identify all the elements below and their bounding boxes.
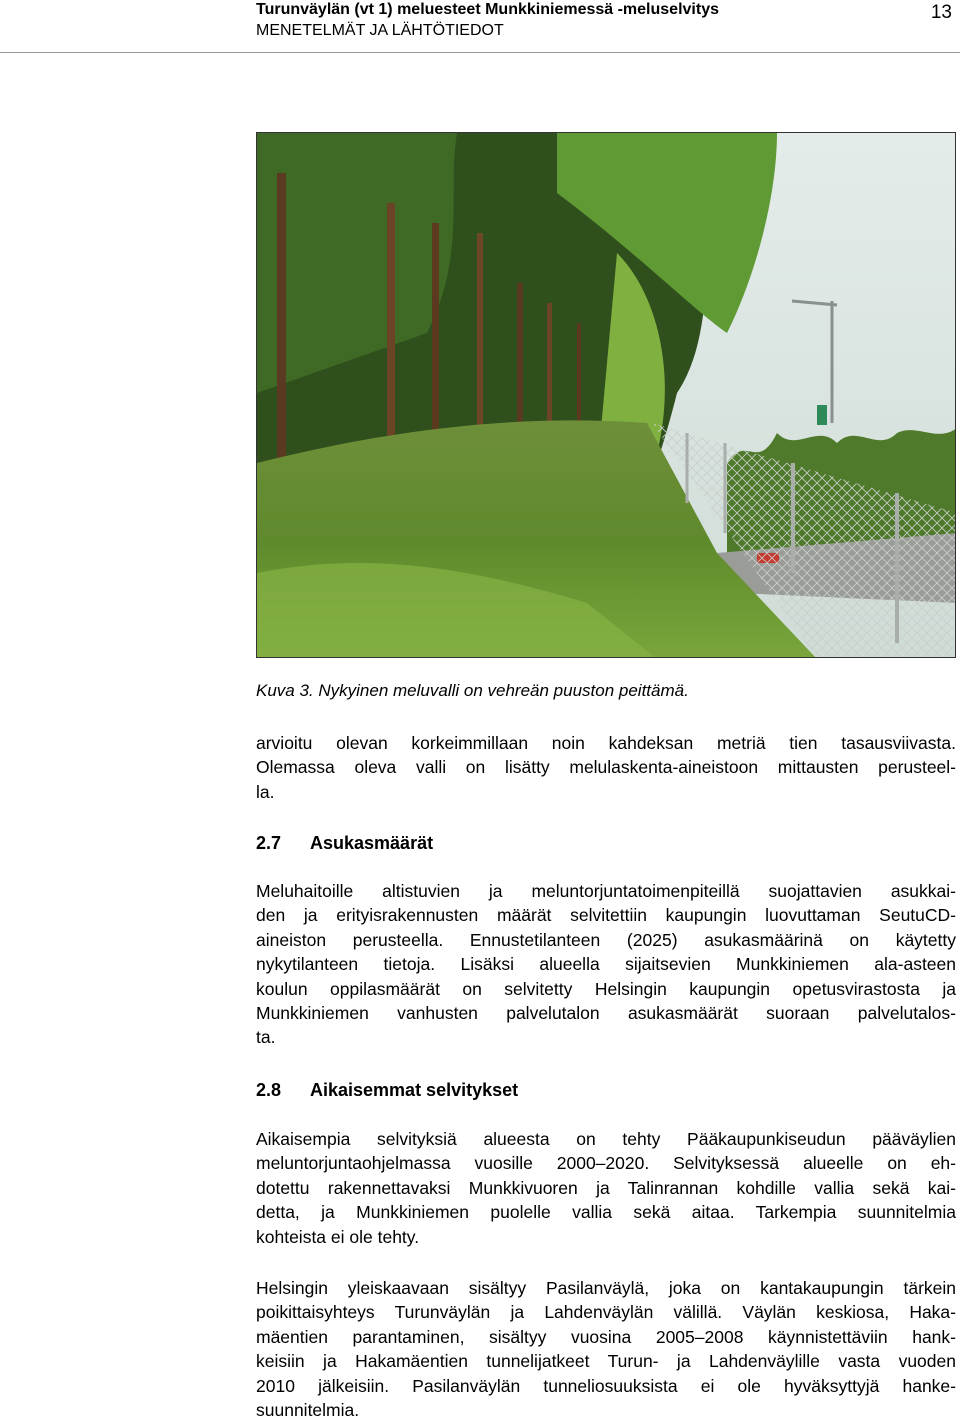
text-line: Olemassa oleva valli on lisätty melulaskenta-aineistoon mittausten perusteel-	[256, 757, 956, 778]
text-line: arvioitu olevan korkeimmillaan noin kahdeksan metriä tien tasausviivasta.	[256, 733, 956, 753]
text-line: poikittaisyhteys Turunväylän ja Lahdenväylän välillä. Väylän keskiosa, Haka-	[256, 1302, 956, 1323]
figure-caption: Kuva 3. Nykyinen meluvalli on vehreän puuston peittämä.	[256, 681, 689, 700]
text-line: Meluhaitoille altistuvien ja meluntorjuntatoimenpiteillä suojattavien asukkai-	[256, 881, 956, 901]
text-line: kohteista ei ole tehty.	[256, 1226, 420, 1247]
section-title: Aikaisemmat selvitykset	[310, 1080, 519, 1100]
text-line: ta.	[256, 1027, 276, 1048]
text-line: Aikaisempia selvityksiä alueesta on tehty Pääkaupunkiseudun pääväylien	[256, 1129, 956, 1149]
document-title: Turunväylän (vt 1) meluesteet Munkkiniemessä -meluselvitys	[256, 1, 719, 18]
text-line: detta, ja Munkkiniemen puolelle vallia sekä aitaa. Tarkempia suunnitelmia	[256, 1202, 956, 1223]
text-line: keisiin ja Hakamäentien tunnelijatkeet Turun- ja Lahdenväylille vasta vuoden	[256, 1351, 956, 1372]
photo-noise-embankment	[256, 132, 956, 658]
section-heading-2-8	[256, 1079, 518, 1101]
text-line: Helsingin yleiskaavaan sisältyy Pasilanväylä, joka on kantakaupungin tärkein	[256, 1278, 956, 1298]
section-number: 2.7	[256, 833, 282, 853]
text-line: suunnitelmia.	[256, 1400, 360, 1421]
section-number: 2.8	[256, 1080, 282, 1100]
text-line: aineiston perusteella. Ennustetilanteen (2025) asukasmäärinä on käytetty	[256, 929, 956, 950]
header-divider	[0, 52, 960, 53]
paragraph-pasilanvayla	[256, 1276, 956, 1422]
document-section: MENETELMÄT JA LÄHTÖTIEDOT	[256, 22, 504, 39]
text-line: meluntorjuntaohjelmassa vuosille 2000–2020. Selvityksessä alueelle on eh-	[256, 1153, 956, 1174]
page-header	[256, 0, 956, 50]
page-number: 13	[930, 2, 952, 23]
text-line: dotettu rakennettavaksi Munkkivuoren ja Talinrannan kohdille vallia sekä kai-	[256, 1177, 956, 1198]
paragraph-residents	[256, 879, 956, 1050]
paragraph-embankment-height	[256, 731, 956, 804]
text-line: koulun oppilasmäärät on selvitetty Helsingin kaupungin opetusvirastosta ja	[256, 978, 956, 999]
section-title: Asukasmäärät	[310, 833, 434, 853]
paragraph-previous-studies	[256, 1127, 956, 1249]
text-line: den ja erityisrakennusten määrät selvitettiin kaupungin luovuttaman SeutuCD-	[256, 905, 956, 926]
text-line: Munkkiniemen vanhusten palvelutalon asukasmäärät suoraan palvelutalos-	[256, 1003, 956, 1024]
section-heading-2-7	[256, 832, 433, 854]
text-line: mäentien parantaminen, sisältyy vuosina 2005–2008 käynnistettäviin hank-	[256, 1326, 956, 1347]
text-line: nykytilanteen tietoja. Lisäksi alueella sijaitsevien Munkkiniemen ala-asteen	[256, 954, 956, 975]
text-line: la.	[256, 781, 275, 802]
text-line: 2010 jälkeisiin. Pasilanväylän tunneliosuuksista ei ole hyväksyttyjä hanke-	[256, 1375, 956, 1396]
